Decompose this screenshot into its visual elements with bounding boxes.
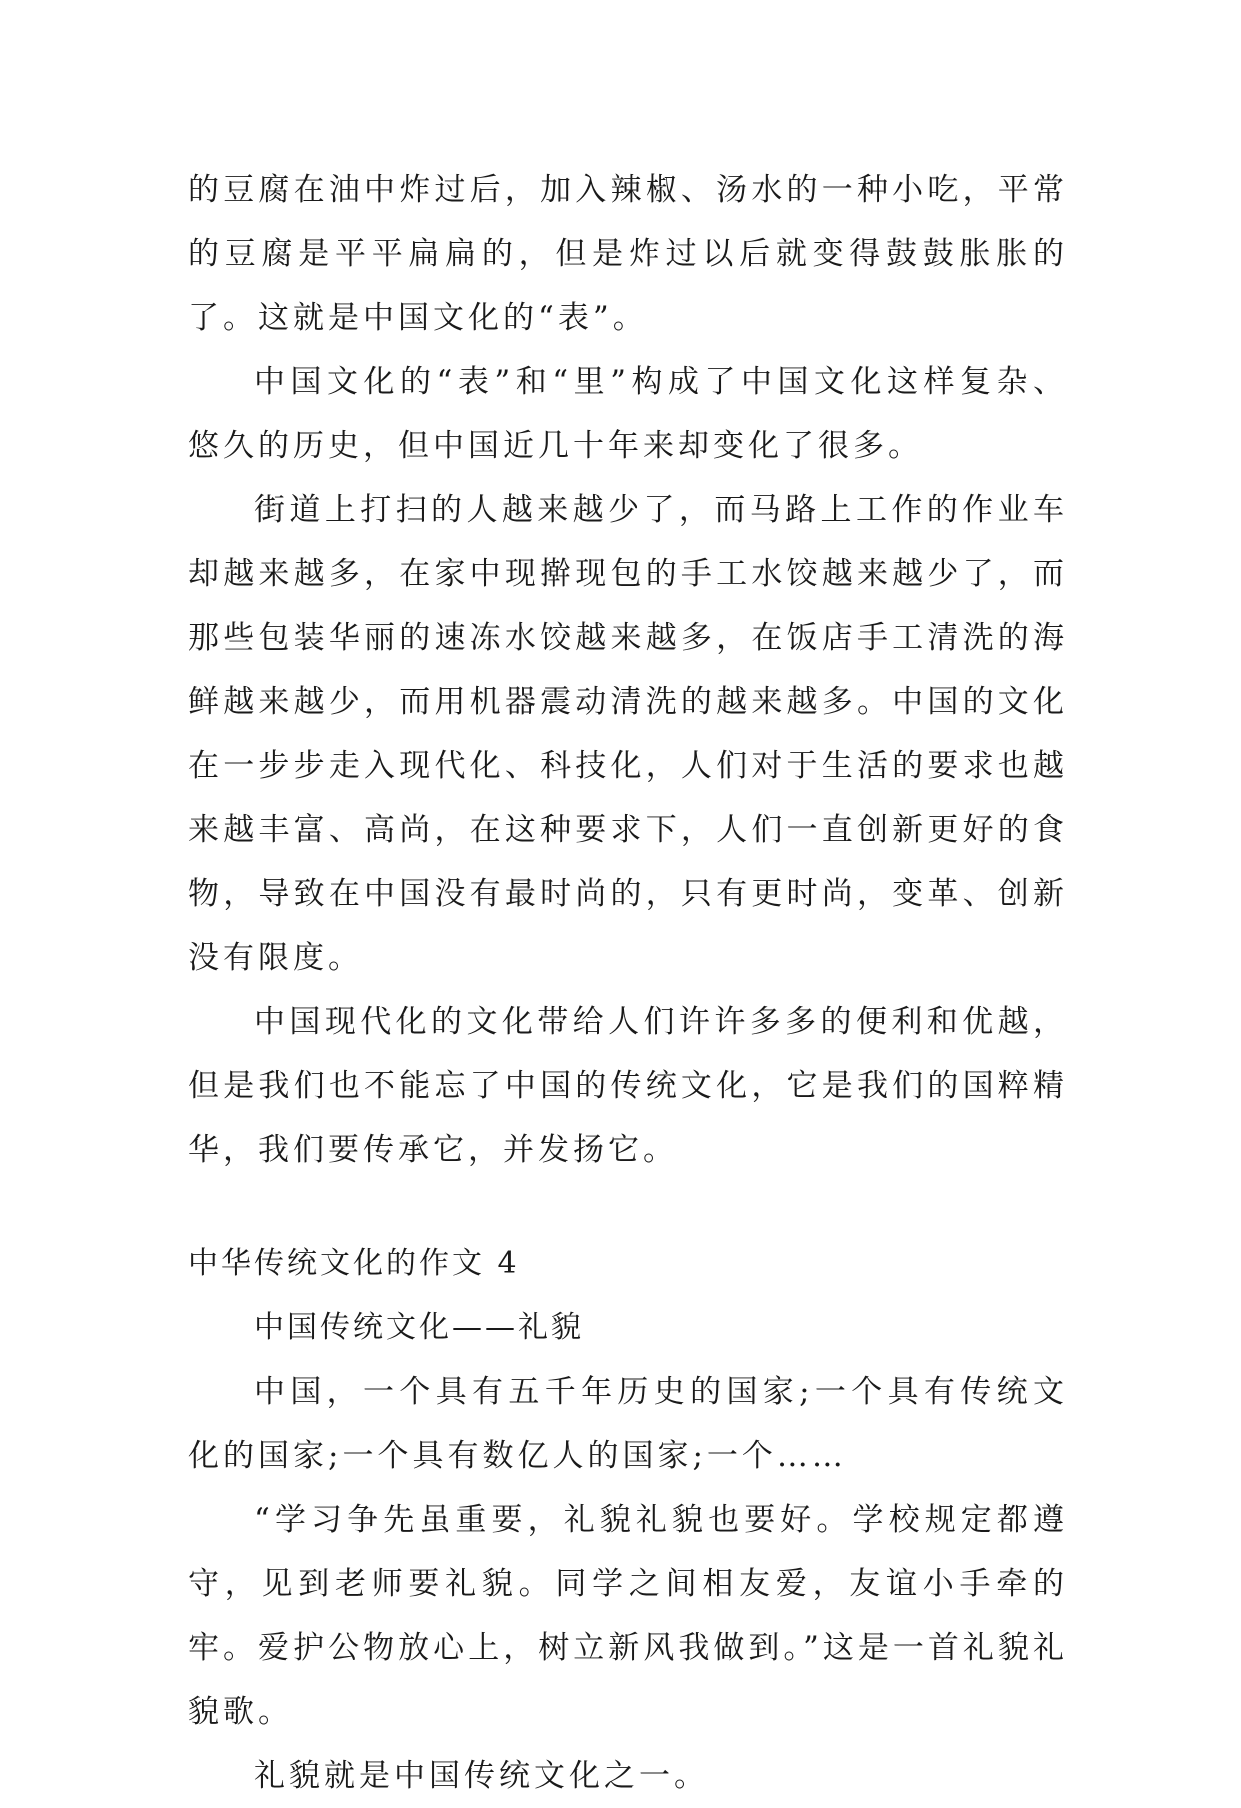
document-body xyxy=(188,158,1068,1808)
paragraph-courtesy-song: “学习争先虽重要，礼貌礼貌也要好。学校规定都遵守，见到老师要礼貌。同学之间相友爱，友谊小手牵的牢。爱护公物放心上，树立新风我做到。”这是一首礼貌礼貌歌。 xyxy=(188,1502,1068,1730)
paragraph-inherit-tradition: 中国现代化的文化带给人们许许多多的便利和优越，但是我们也不能忘了中国的传统文化，它是我们的国粹精华，我们要传承它，并发扬它。 xyxy=(188,1004,1068,1168)
essay-subtitle: 中国传统文化——礼貌 xyxy=(254,1310,584,1345)
section-title: 中华传统文化的作文 4 xyxy=(188,1246,520,1281)
paragraph-biao-li: 中国文化的“表”和“里”构成了中国文化这样复杂、悠久的历史，但中国近几十年来却变化了很多。 xyxy=(188,364,1068,464)
paragraph-courtesy-tradition: 礼貌就是中国传统文化之一。 xyxy=(254,1758,709,1794)
paragraph-china-intro: 中国，一个具有五千年历史的国家;一个具有传统文化的国家;一个具有数亿人的国家;一个…… xyxy=(188,1374,1068,1474)
section-spacer xyxy=(188,1182,1068,1232)
paragraph-modernization: 街道上打扫的人越来越少了，而马路上工作的作业车却越来越多，在家中现擀现包的手工水饺越来越少了，而那些包装华丽的速冻水饺越来越多，在饭店手工清洗的海鲜越来越少，而用机器震动清洗的越来越多。中国的文化在一步步走入现代化、科技化，人们对于生活的要求也越来越丰富、高尚，在这种要求下，人们一直创新更好的食物，导致在中国没有最时尚的，只有更时尚，变革、创新没有限度。 xyxy=(188,492,1068,976)
paragraph-doufu-continued: 的豆腐在油中炸过后，加入辣椒、汤水的一种小吃，平常的豆腐是平平扁扁的，但是炸过以后就变得鼓鼓胀胀的了。这就是中国文化的“表”。 xyxy=(188,172,1068,336)
